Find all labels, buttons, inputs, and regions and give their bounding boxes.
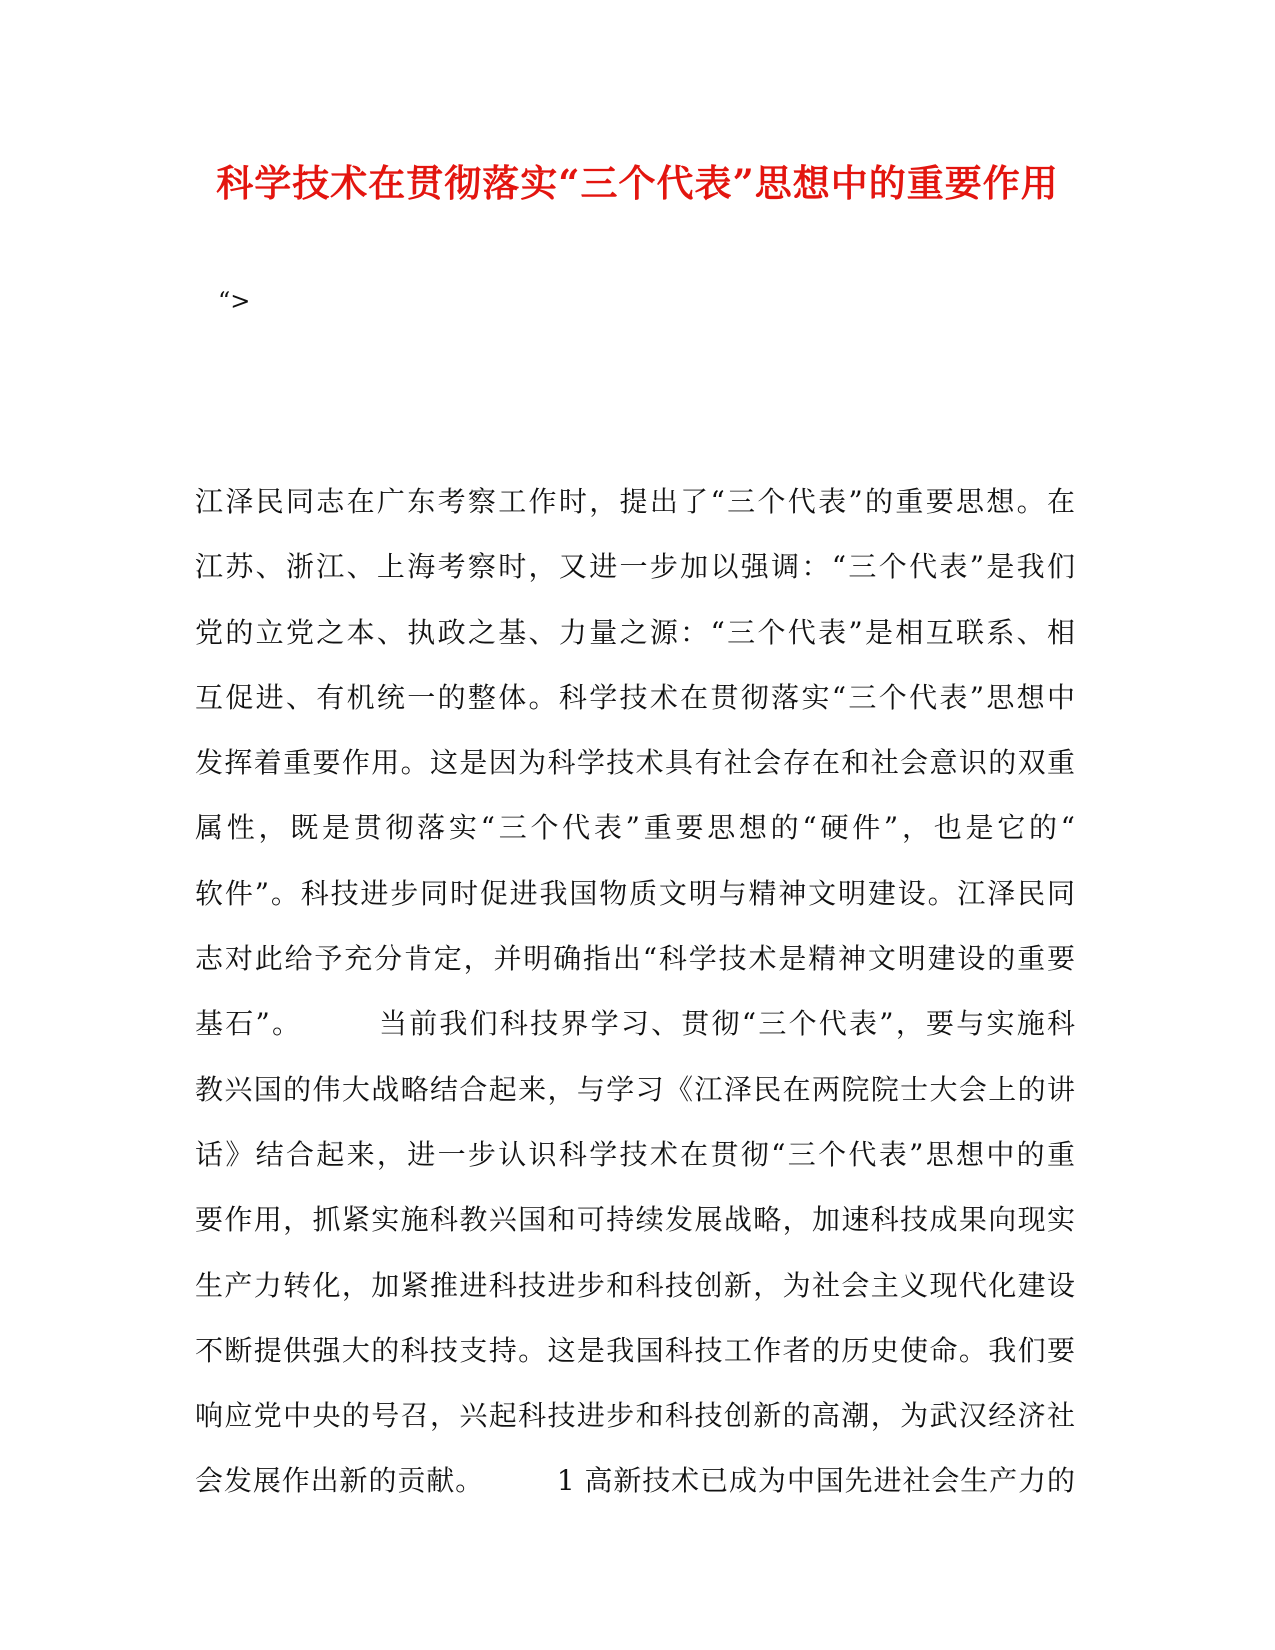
body-line: 互促进、有机统一的整体。科学技术在贯彻落实“三个代表”思想中 xyxy=(195,680,1075,714)
body-line: 江苏、浙江、上海考察时，又进一步加以强调：“三个代表”是我们 xyxy=(195,550,1075,584)
body-line: 响应党中央的号召，兴起科技进步和科技创新的高潮，为武汉经济社 xyxy=(195,1399,1075,1433)
body-line: 软件”。科技进步同时促进我国物质文明与精神文明建设。江泽民同 xyxy=(195,876,1075,910)
body-line: 生产力转化，加紧推进科技进步和科技创新，为社会主义现代化建设 xyxy=(195,1268,1075,1302)
body-line: 教兴国的伟大战略结合起来，与学习《江泽民在两院院士大会上的讲 xyxy=(195,1072,1075,1106)
body-paragraph xyxy=(195,469,1075,1514)
body-line: 基石”。 当前我们科技界学习、贯彻“三个代表”，要与实施科 xyxy=(195,1007,1075,1041)
body-line: 会发展作出新的贡献。 1 高新技术已成为中国先进社会生产力的 xyxy=(195,1464,1075,1498)
body-line: 不断提供强大的科技支持。这是我国科技工作者的历史使命。我们要 xyxy=(195,1333,1075,1367)
body-line: 党的立党之本、执政之基、力量之源：“三个代表”是相互联系、相 xyxy=(195,615,1075,649)
quote-marker: “> xyxy=(218,287,251,315)
body-line: 发挥着重要作用。这是因为科学技术具有社会存在和社会意识的双重 xyxy=(195,746,1075,780)
body-line: 属性，既是贯彻落实“三个代表”重要思想的“硬件”，也是它的“ xyxy=(195,811,1075,845)
body-line: 江泽民同志在广东考察工作时，提出了“三个代表”的重要思想。在 xyxy=(195,485,1075,518)
body-line: 要作用，抓紧实施科教兴国和可持续发展战略，加速科技成果向现实 xyxy=(195,1203,1075,1237)
body-line: 话》结合起来，进一步认识科学技术在贯彻“三个代表”思想中的重 xyxy=(195,1137,1075,1171)
document-title: 科学技术在贯彻落实“三个代表”思想中的重要作用 xyxy=(216,161,1059,205)
body-line: 志对此给予充分肯定，并明确指出“科学技术是精神文明建设的重要 xyxy=(195,942,1075,976)
